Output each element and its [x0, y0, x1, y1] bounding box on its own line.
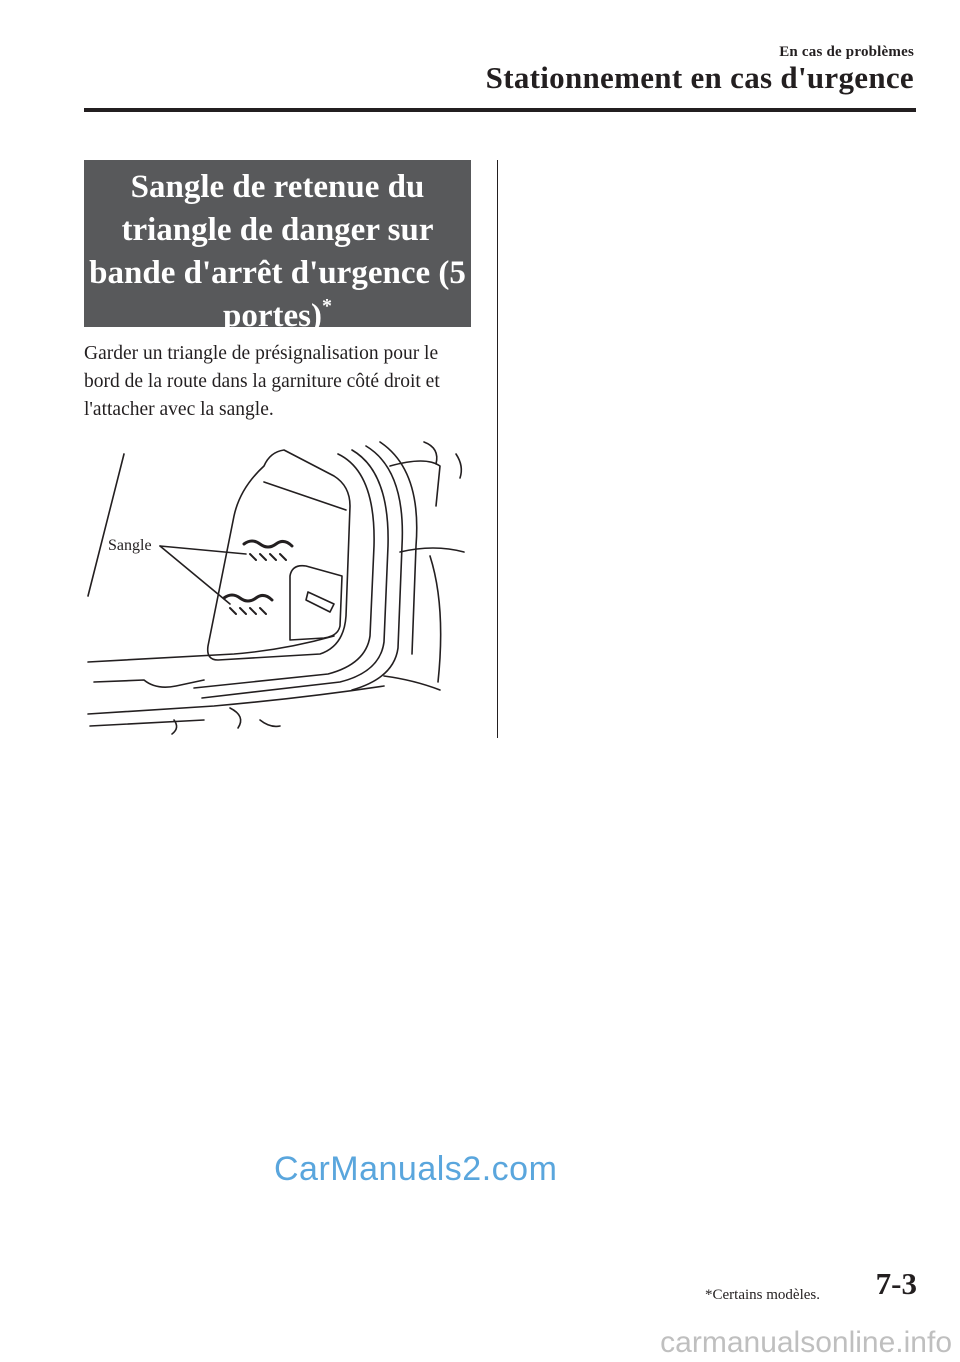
section-heading — [84, 160, 471, 334]
certain-models-marker: * — [321, 295, 332, 317]
strap-callout-label: Sangle — [108, 537, 152, 554]
page-title: Stationnement en cas d'urgence — [485, 60, 914, 95]
chapter-title: En cas de problèmes — [779, 44, 914, 60]
page-number: 7-3 — [875, 1266, 917, 1301]
column-divider — [497, 160, 498, 738]
section-heading-text: Sangle de retenue du triangle de danger sur bande d'arrêt d'urgence (5 portes) — [89, 169, 466, 334]
body-paragraph: Garder un triangle de présignalisation pour le bord de la route dans la garniture côté droit et l'attacher avec la sangle. — [84, 343, 440, 420]
watermark: CarManuals2.com — [274, 1150, 558, 1188]
strap-illustration — [84, 436, 476, 736]
header-divider — [84, 108, 916, 112]
footnote: *Certains modèles. — [705, 1287, 820, 1303]
site-watermark: carmanualsonline.info — [660, 1326, 952, 1359]
